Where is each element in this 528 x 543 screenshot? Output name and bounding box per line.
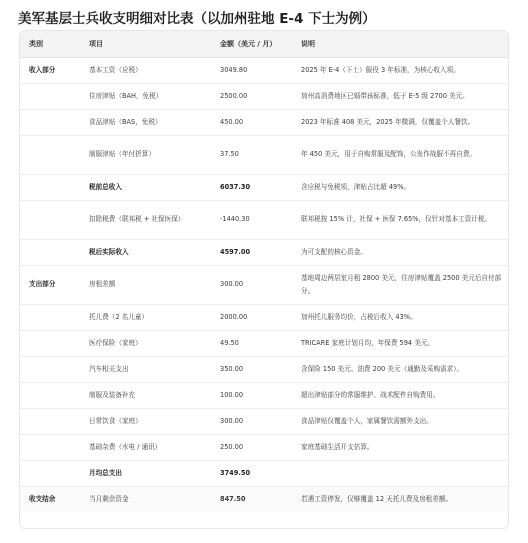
cell-amount: 4597.00 [220,247,251,256]
cell-amount: 300.00 [220,416,244,425]
table-row [20,200,509,239]
summary-row [20,460,509,486]
cell-amount: 2000.00 [220,312,248,321]
cell-amount: 3749.50 [220,468,251,477]
header-category: 类别 [20,31,80,57]
table-row [20,57,509,83]
cell-category [20,460,80,486]
cell-note: 加州高消费地区已婚带孩标准，低于 E-5 级 2700 美元。 [301,91,469,100]
header-note: 说明 [292,31,509,57]
cell-category [20,330,80,356]
header-item: 项目 [80,31,211,57]
cell-amount: 2500.00 [220,91,248,100]
cell-note: 2023 年标准 408 美元，2025 年微调，仅覆盖个人餐饮。 [301,117,475,126]
table-row [20,356,509,382]
comparison-table [19,30,509,529]
cell-category [20,174,80,200]
cell-amount: 49.50 [220,338,239,347]
cell-item: 基本工资（应税） [89,65,142,74]
cell-item: 住房津贴（BAH，免税） [89,91,163,100]
cell-item: 税后实际收入 [89,247,129,256]
cell-note: TRICARE 家庭计划月均，年保费 594 美元。 [301,338,435,347]
cell-category: 支出部分 [29,280,56,288]
cell-category [20,239,80,265]
table-row [20,83,509,109]
cell-item: 扣除税费（联邦税 + 社保医保） [89,215,185,223]
cell-category [20,83,80,109]
cell-item: 托儿费（2 名儿童） [89,312,149,321]
cell-note: 若遇工资停发，仅够覆盖 12 天托儿费及房租差额。 [301,494,453,503]
table-row [20,304,509,330]
cell-category [20,382,80,408]
cell-category [20,408,80,434]
table-row [20,330,509,356]
page-title: 美军基层士兵收支明细对比表（以加州驻地 E-4 下士为例） [18,11,376,27]
cell-category [20,304,80,330]
cell-item: 房租差额 [89,280,116,288]
cell-item: 月均总支出 [89,468,122,477]
cell-category: 收入部分 [29,65,56,74]
header-amount: 金额（美元 / 月） [211,31,292,57]
cell-amount: 350.00 [220,364,244,373]
cell-amount: 6037.30 [220,182,251,191]
cell-category [20,434,80,460]
cell-amount: 300.00 [220,280,244,288]
cell-note [292,460,509,486]
cell-item: 税前总收入 [89,182,122,191]
cell-item: 医疗保险（家庭） [89,338,142,347]
cell-note: 家庭基础生活开支估算。 [301,442,374,451]
cell-item: 汽车相关支出 [89,364,129,373]
cell-amount: 250.00 [220,442,244,451]
cell-item: 当月剩余资金 [89,494,129,503]
table-row [20,382,509,408]
cell-amount: -1440.30 [220,215,250,223]
summary-row [20,174,509,200]
table-row [20,135,509,174]
cell-item: 食品津贴（BAS，免税） [89,117,162,126]
table-row [20,408,509,434]
table-row [20,265,509,304]
cell-item: 制服及装备补充 [89,390,136,399]
cell-amount: 847.50 [220,494,246,503]
cell-category [20,200,80,239]
cell-note: 基地周边两居室月租 2800 美元，住房津贴覆盖 2500 美元后自付部分。 [301,273,502,295]
cell-item: 制服津贴（年付折算） [89,150,155,158]
cell-category [20,135,80,174]
cell-amount: 3049.80 [220,65,248,74]
cell-amount: 450.00 [220,117,244,126]
cell-note: 含应税与免税项，津贴占比超 49%。 [301,182,411,191]
cell-item: 日常饮食（家庭） [89,416,142,425]
cell-category: 收支结余 [29,494,56,503]
cell-amount: 37.50 [220,150,239,158]
table-row [20,486,509,512]
cell-note: 2025 年 E-4（下士）服役 3 年标准，为核心收入项。 [301,65,460,74]
cell-category [20,109,80,135]
cell-note: 联邦税按 15% 计，社保 + 医保 7.65%，仅针对基本工资计税。 [301,215,492,223]
table-header-row [20,31,509,57]
cell-amount: 100.00 [220,390,244,399]
summary-row [20,239,509,265]
cell-note: 为可支配的核心资金。 [301,247,367,256]
cell-item: 基础杂费（水电 / 通讯） [89,442,162,451]
cell-note: 食品津贴仅覆盖个人，家属餐饮需额外支出。 [301,416,433,425]
cell-note: 加州托儿服务均价，占税后收入 43%。 [301,312,417,321]
table-row [20,434,509,460]
cell-note: 超出津贴部分的常服维护、战术配件自购费用。 [301,390,440,399]
table-row [20,109,509,135]
cell-category [20,356,80,382]
cell-note: 年 450 美元，用于自购常服及配饰，公发作战服不再自费。 [301,150,477,158]
cell-note: 含保险 150 美元、油费 200 美元（通勤及采购需求）。 [301,364,464,373]
